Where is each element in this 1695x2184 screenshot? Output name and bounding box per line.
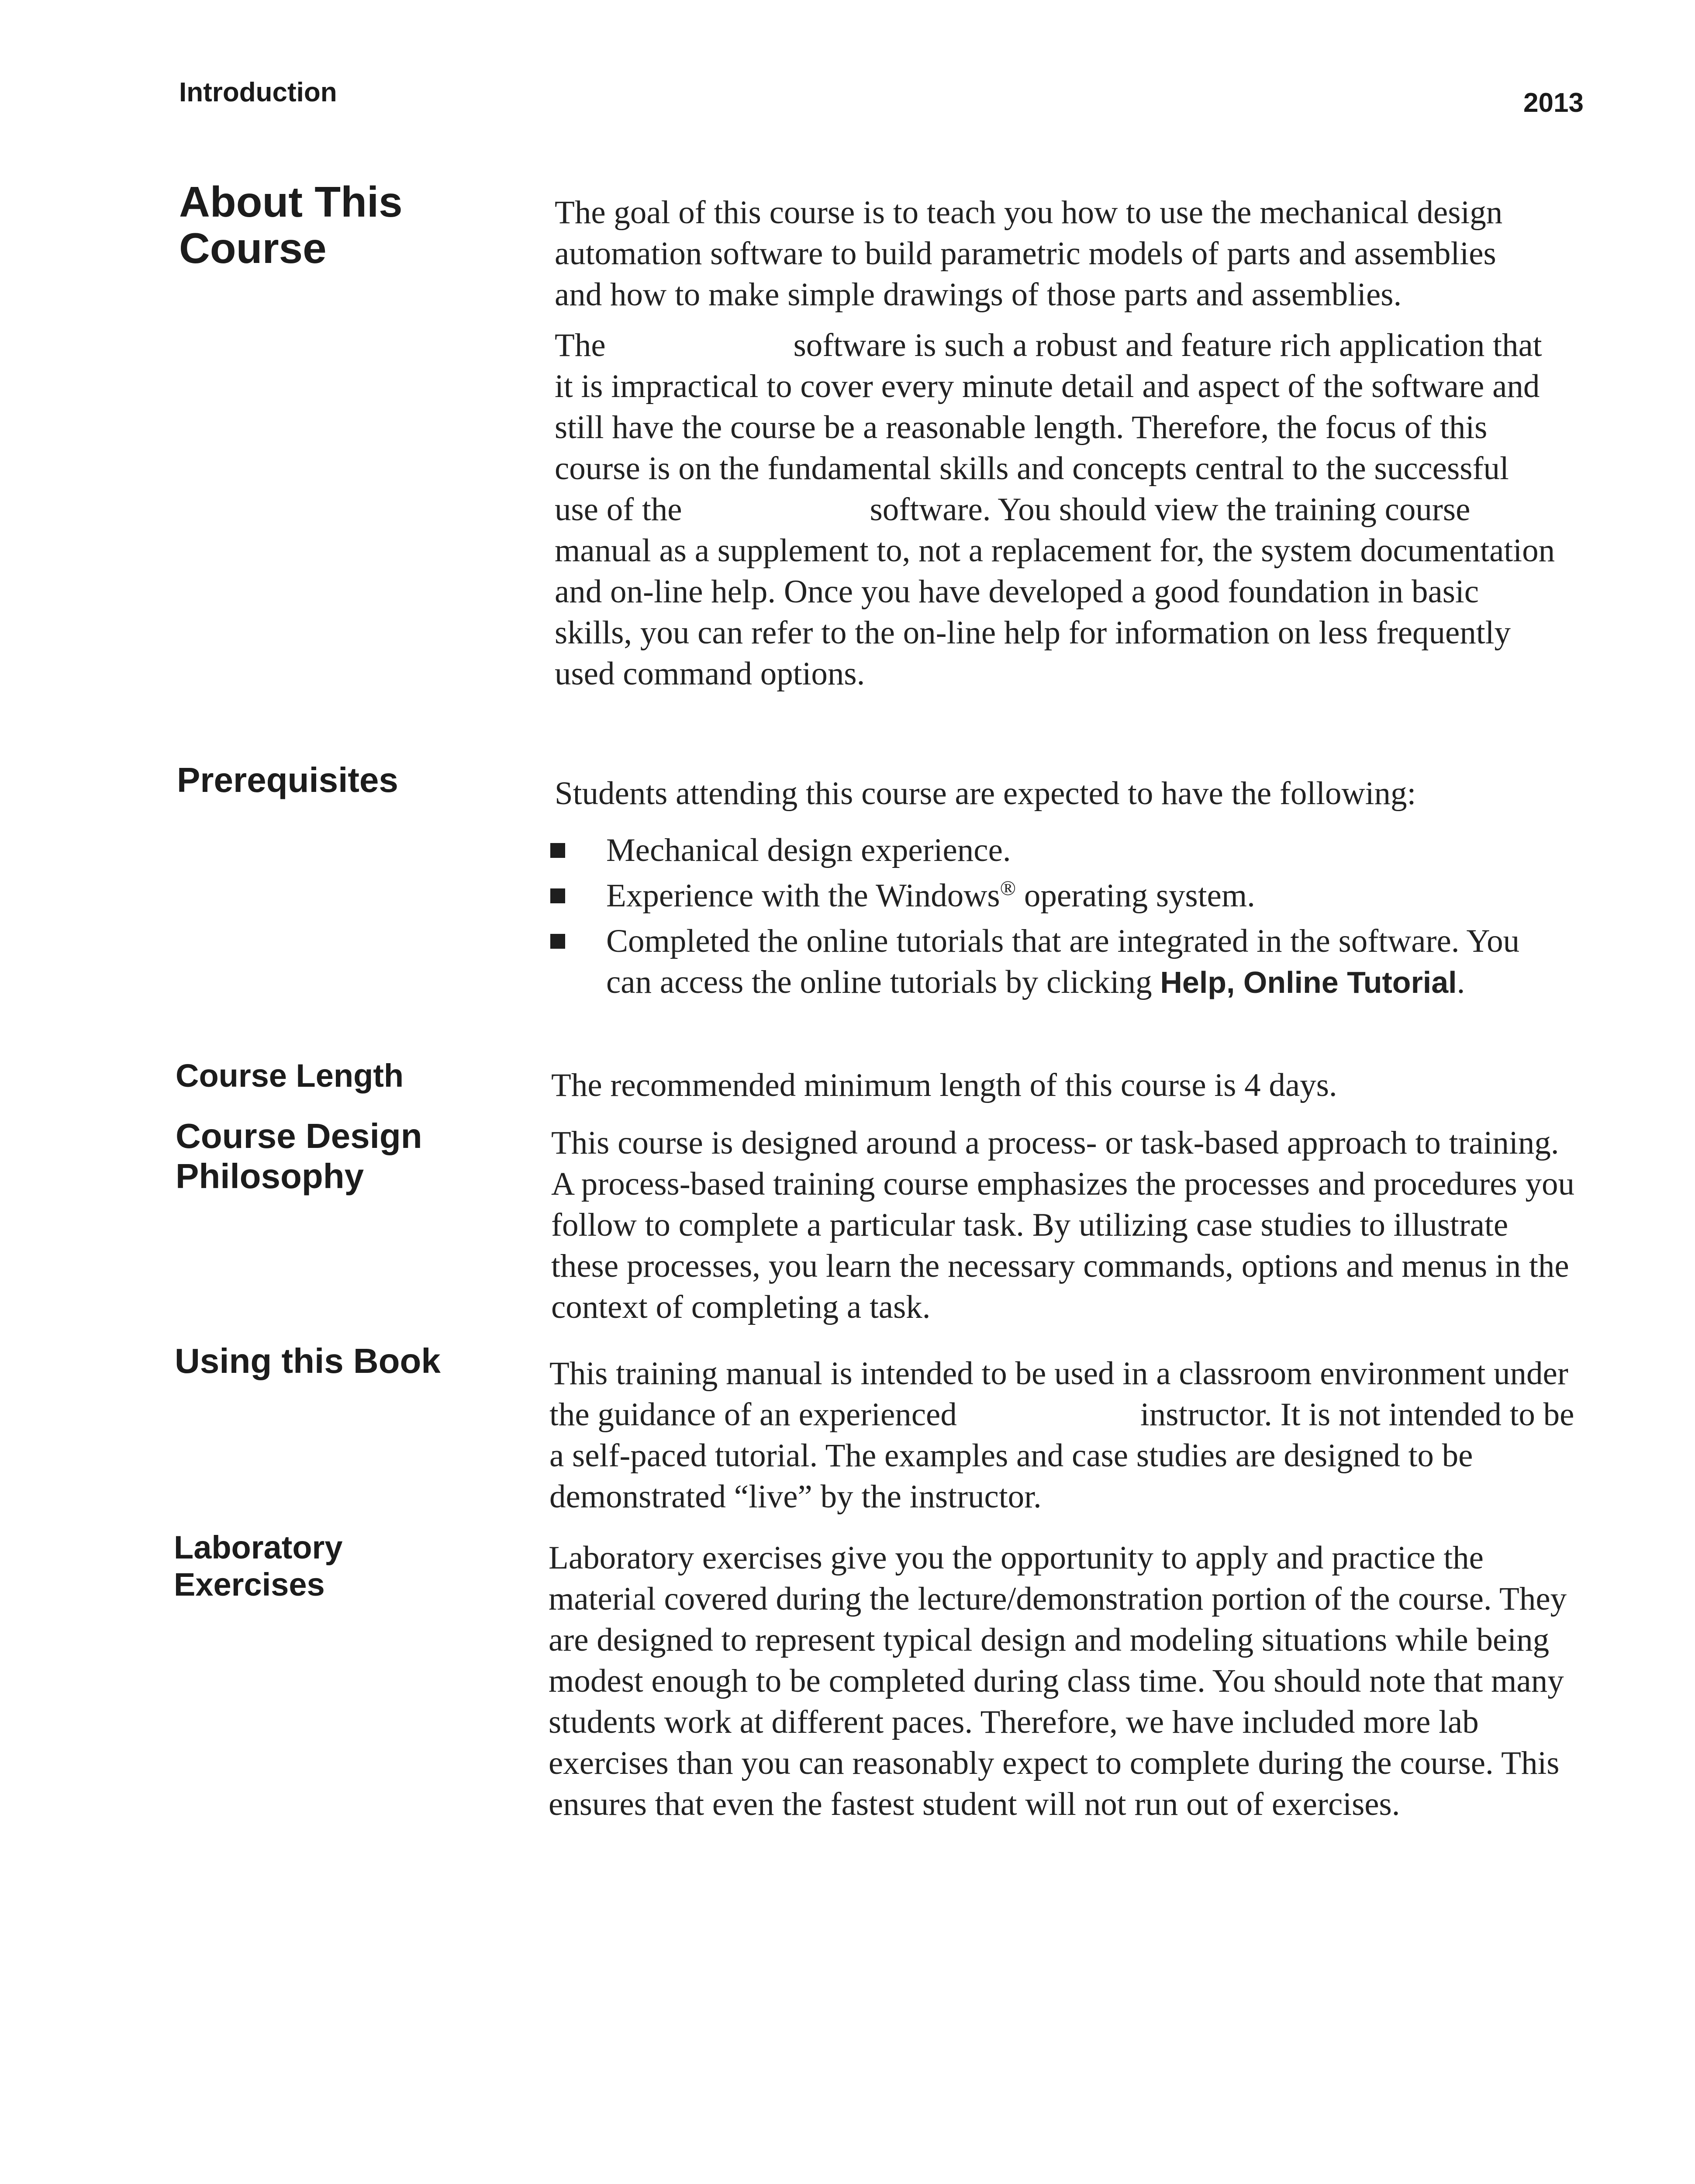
list-item <box>550 830 1590 871</box>
using-book-text-b: instructor. It is not intended to be a self-paced tutorial. The examples and case studies are designed to be demonstrated “live” by the instructor. <box>549 1396 1574 1515</box>
menu-path-help-online-tutorial: Help, Online Tutorial <box>1160 965 1457 999</box>
about-paragraph-1: The goal of this course is to teach you how to use the mechanical design automation software to build parametric models of parts and assemblies and how to make simple drawings of those parts and assemblies. <box>555 194 1503 313</box>
heading-laboratory-exercises: Laboratory Exercises <box>174 1529 343 1603</box>
design-philosophy-text: This course is designed around a process- or task-based approach to training. A process-based training course emphasizes the processes and procedures you follow to complete a particular task. By utilizing case studies to illustrate these processes, you learn the necessary commands, options and menus in the context of completing a task. <box>551 1125 1574 1325</box>
course-length-text: The recommended minimum length of this course is 4 days. <box>551 1067 1337 1103</box>
prerequisite-item-1: Mechanical design experience. <box>606 832 1011 868</box>
using-book-text-a: This training manual is intended to be used in a classroom environment under the guidance of an experienced <box>549 1355 1568 1433</box>
heading-prerequisites: Prerequisites <box>177 760 398 799</box>
using-book-text <box>549 1353 1580 1517</box>
list-item <box>550 921 1554 1003</box>
square-bullet-icon <box>550 934 565 949</box>
square-bullet-icon <box>550 843 565 858</box>
prerequisite-item-2-b: operating system. <box>1024 878 1255 914</box>
about-course-body <box>555 192 1559 695</box>
registered-mark: ® <box>1000 877 1016 900</box>
prerequisite-item-2-a: Experience with the Windows <box>606 878 1000 914</box>
running-header-year: 2013 <box>1523 88 1584 118</box>
prerequisites-list <box>550 830 1590 1007</box>
prerequisite-item-3: Completed the online tutorials that are integrated in the software. You can access the online tutorials by clicking <box>606 923 1520 1000</box>
about-paragraph-2-end: software. You should view the training course manual as a supplement to, not a replacement for, the system documentation and on-line help. Once you have developed a good foundation in basic skills, you can refer to the on-line help for information on less frequently used command options. <box>555 491 1555 692</box>
heading-course-design-philosophy: Course Design Philosophy <box>176 1116 422 1196</box>
heading-about-this-course: About This Course <box>179 178 403 272</box>
list-item <box>550 875 1590 916</box>
about-paragraph-2-middle: software is such a robust and feature rich application that it is impractical to cover every minute detail and aspect of the software and still have the course be a reasonable length. Therefore, the focus of this course is on the fundamental skills and concepts central to the successful use of the <box>555 327 1542 528</box>
square-bullet-icon <box>550 888 565 903</box>
prerequisites-intro: Students attending this course are expected to have the following: <box>555 775 1416 812</box>
about-paragraph-2 <box>555 325 1559 695</box>
heading-course-length: Course Length <box>176 1057 404 1094</box>
heading-using-this-book: Using this Book <box>175 1341 441 1380</box>
running-header-section: Introduction <box>179 77 337 107</box>
lab-exercises-text: Laboratory exercises give you the opportunity to apply and practice the material covered during the lecture/demonstration portion of the course. They are designed to represent typical design and modeling situations while being modest enough to be completed during class time. You should note that many students work at different paces. Therefore, we have included more lab exercises than you can reasonably expect to complete during the course. This ensures that even the fastest student will not run out of exercises. <box>549 1540 1567 1822</box>
prerequisite-item-3-end: . <box>1457 964 1465 1000</box>
about-paragraph-2-start: The <box>555 327 606 363</box>
